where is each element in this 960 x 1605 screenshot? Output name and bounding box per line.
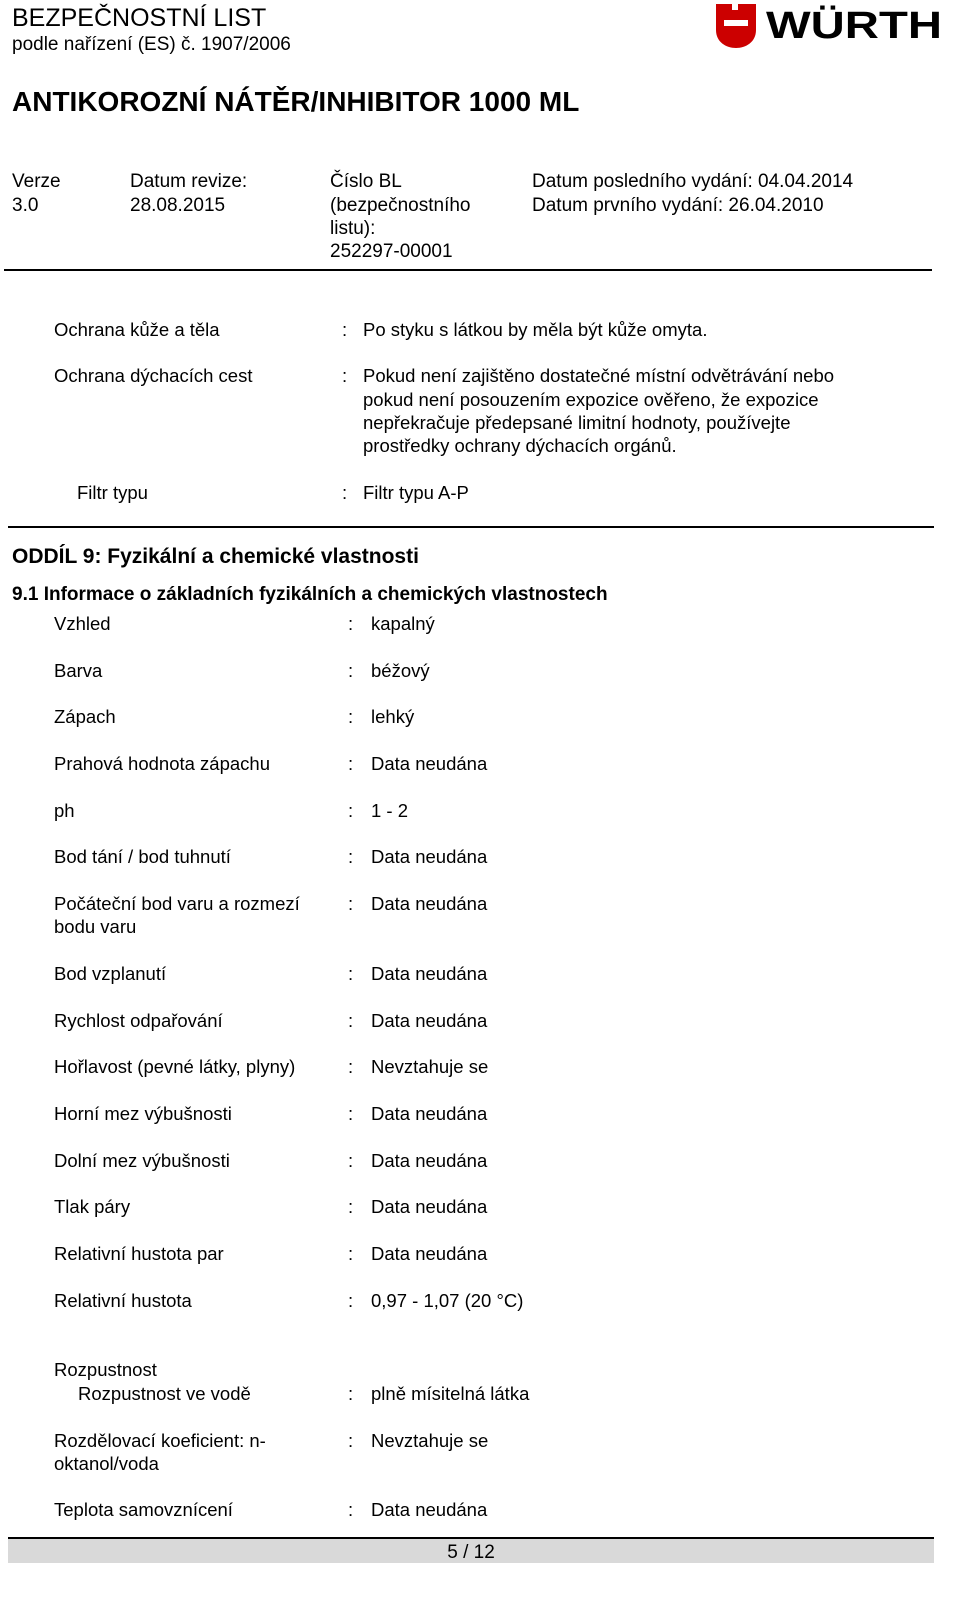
- property-label: ph: [54, 800, 75, 821]
- property-value: Data neudána: [371, 893, 488, 914]
- colon: :: [348, 800, 354, 821]
- colon: :: [348, 753, 354, 774]
- partition-coefficient-label-continued: oktanol/voda: [54, 1453, 159, 1474]
- version-label: Verze: [12, 171, 61, 192]
- property-value: kapalný: [371, 613, 435, 634]
- property-value: Nevztahuje se: [371, 1056, 489, 1077]
- property-label: Prahová hodnota zápachu: [54, 753, 271, 774]
- document-title: BEZPEČNOSTNÍ LIST: [12, 4, 267, 32]
- property-label: Vzhled: [54, 613, 111, 634]
- section-divider: [8, 526, 934, 528]
- property-value: Data neudána: [371, 963, 488, 984]
- property-value: Data neudána: [371, 1196, 488, 1217]
- water-solubility-label: Rozpustnost ve vodě: [78, 1383, 251, 1404]
- header-divider: [4, 269, 932, 271]
- colon: :: [348, 613, 354, 634]
- colon: :: [348, 1056, 354, 1077]
- section-9-title: ODDÍL 9: Fyzikální a chemické vlastnosti: [12, 545, 419, 568]
- property-label-continued: bodu varu: [54, 916, 137, 937]
- colon: :: [348, 1430, 354, 1451]
- property-value: lehký: [371, 706, 415, 727]
- respiratory-protection-label: Ochrana dýchacích cest: [54, 365, 253, 386]
- revision-value: 28.08.2015: [130, 195, 226, 216]
- page-number: 5 / 12: [447, 1542, 495, 1563]
- filter-type-value: Filtr typu A-P: [363, 482, 469, 503]
- colon: :: [342, 319, 348, 340]
- revision-label: Datum revize:: [130, 171, 248, 192]
- property-value: Data neudána: [371, 1010, 488, 1031]
- autoignition-value: Data neudána: [371, 1499, 488, 1520]
- skin-protection-value: Po styku s látkou by měla být kůže omyta.: [363, 319, 708, 340]
- property-label: Tlak páry: [54, 1196, 131, 1217]
- wurth-logo: [714, 0, 944, 52]
- colon: :: [348, 1499, 354, 1520]
- respiratory-protection-line: nepřekračuje předepsané limitní hodnoty, používejte: [363, 412, 791, 433]
- property-label: Bod tání / bod tuhnutí: [54, 846, 231, 867]
- wurth-logo-icon: [714, 0, 944, 52]
- colon: :: [348, 963, 354, 984]
- property-label: Počáteční bod varu a rozmezí: [54, 893, 300, 914]
- solubility-heading: Rozpustnost: [54, 1359, 157, 1380]
- first-issue-date: Datum prvního vydání: 26.04.2010: [532, 195, 824, 216]
- respiratory-protection-line: prostředky ochrany dýchacích orgánů.: [363, 435, 677, 456]
- property-value: Data neudána: [371, 1243, 488, 1264]
- bl-label-line1: Číslo BL: [330, 171, 402, 192]
- logo-text: WÜRTH: [766, 5, 908, 47]
- colon: :: [348, 1383, 354, 1404]
- section-9-1-subtitle: 9.1 Informace o základních fyzikálních a chemických vlastnostech: [12, 584, 608, 605]
- property-value: Data neudána: [371, 1103, 488, 1124]
- bl-label-line2: (bezpečnostního: [330, 195, 471, 216]
- property-value: 0,97 - 1,07 (20 °C): [371, 1290, 524, 1311]
- property-value: 1 - 2: [371, 800, 409, 821]
- colon: :: [348, 706, 354, 727]
- colon: :: [348, 1150, 354, 1171]
- partition-coefficient-label: Rozdělovací koeficient: n-: [54, 1430, 266, 1451]
- colon: :: [348, 1010, 354, 1031]
- property-label: Barva: [54, 660, 103, 681]
- product-name: ANTIKOROZNÍ NÁTĚR/INHIBITOR 1000 ML: [12, 86, 580, 117]
- colon: :: [348, 893, 354, 914]
- respiratory-protection-line: pokud není posouzením expozice ověřeno, že expozice: [363, 389, 819, 410]
- skin-protection-label: Ochrana kůže a těla: [54, 319, 220, 340]
- property-label: Zápach: [54, 706, 116, 727]
- colon: :: [342, 482, 348, 503]
- water-solubility-value: plně mísitelná látka: [371, 1383, 530, 1404]
- document-subtitle: podle nařízení (ES) č. 1907/2006: [12, 34, 291, 55]
- colon: :: [348, 1196, 354, 1217]
- autoignition-label: Teplota samovznícení: [54, 1499, 233, 1520]
- property-label: Hořlavost (pevné látky, plyny): [54, 1056, 296, 1077]
- colon: :: [348, 1103, 354, 1124]
- property-label: Horní mez výbušnosti: [54, 1103, 232, 1124]
- filter-type-label: Filtr typu: [77, 482, 148, 503]
- bl-number: 252297-00001: [330, 241, 453, 262]
- colon: :: [348, 846, 354, 867]
- property-value: Data neudána: [371, 753, 488, 774]
- last-issue-date: Datum posledního vydání: 04.04.2014: [532, 171, 854, 192]
- property-value: Data neudána: [371, 1150, 488, 1171]
- bl-label-line3: listu):: [330, 218, 376, 239]
- property-label: Relativní hustota par: [54, 1243, 224, 1264]
- property-label: Relativní hustota: [54, 1290, 192, 1311]
- colon: :: [342, 365, 348, 386]
- property-label: Rychlost odpařování: [54, 1010, 223, 1031]
- partition-coefficient-value: Nevztahuje se: [371, 1430, 489, 1451]
- property-value: béžový: [371, 660, 430, 681]
- colon: :: [348, 1243, 354, 1264]
- property-label: Dolní mez výbušnosti: [54, 1150, 230, 1171]
- colon: :: [348, 1290, 354, 1311]
- colon: :: [348, 660, 354, 681]
- version-value: 3.0: [12, 195, 39, 216]
- property-value: Data neudána: [371, 846, 488, 867]
- respiratory-protection-line: Pokud není zajištěno dostatečné místní odvětrávání nebo: [363, 365, 835, 386]
- property-label: Bod vzplanutí: [54, 963, 167, 984]
